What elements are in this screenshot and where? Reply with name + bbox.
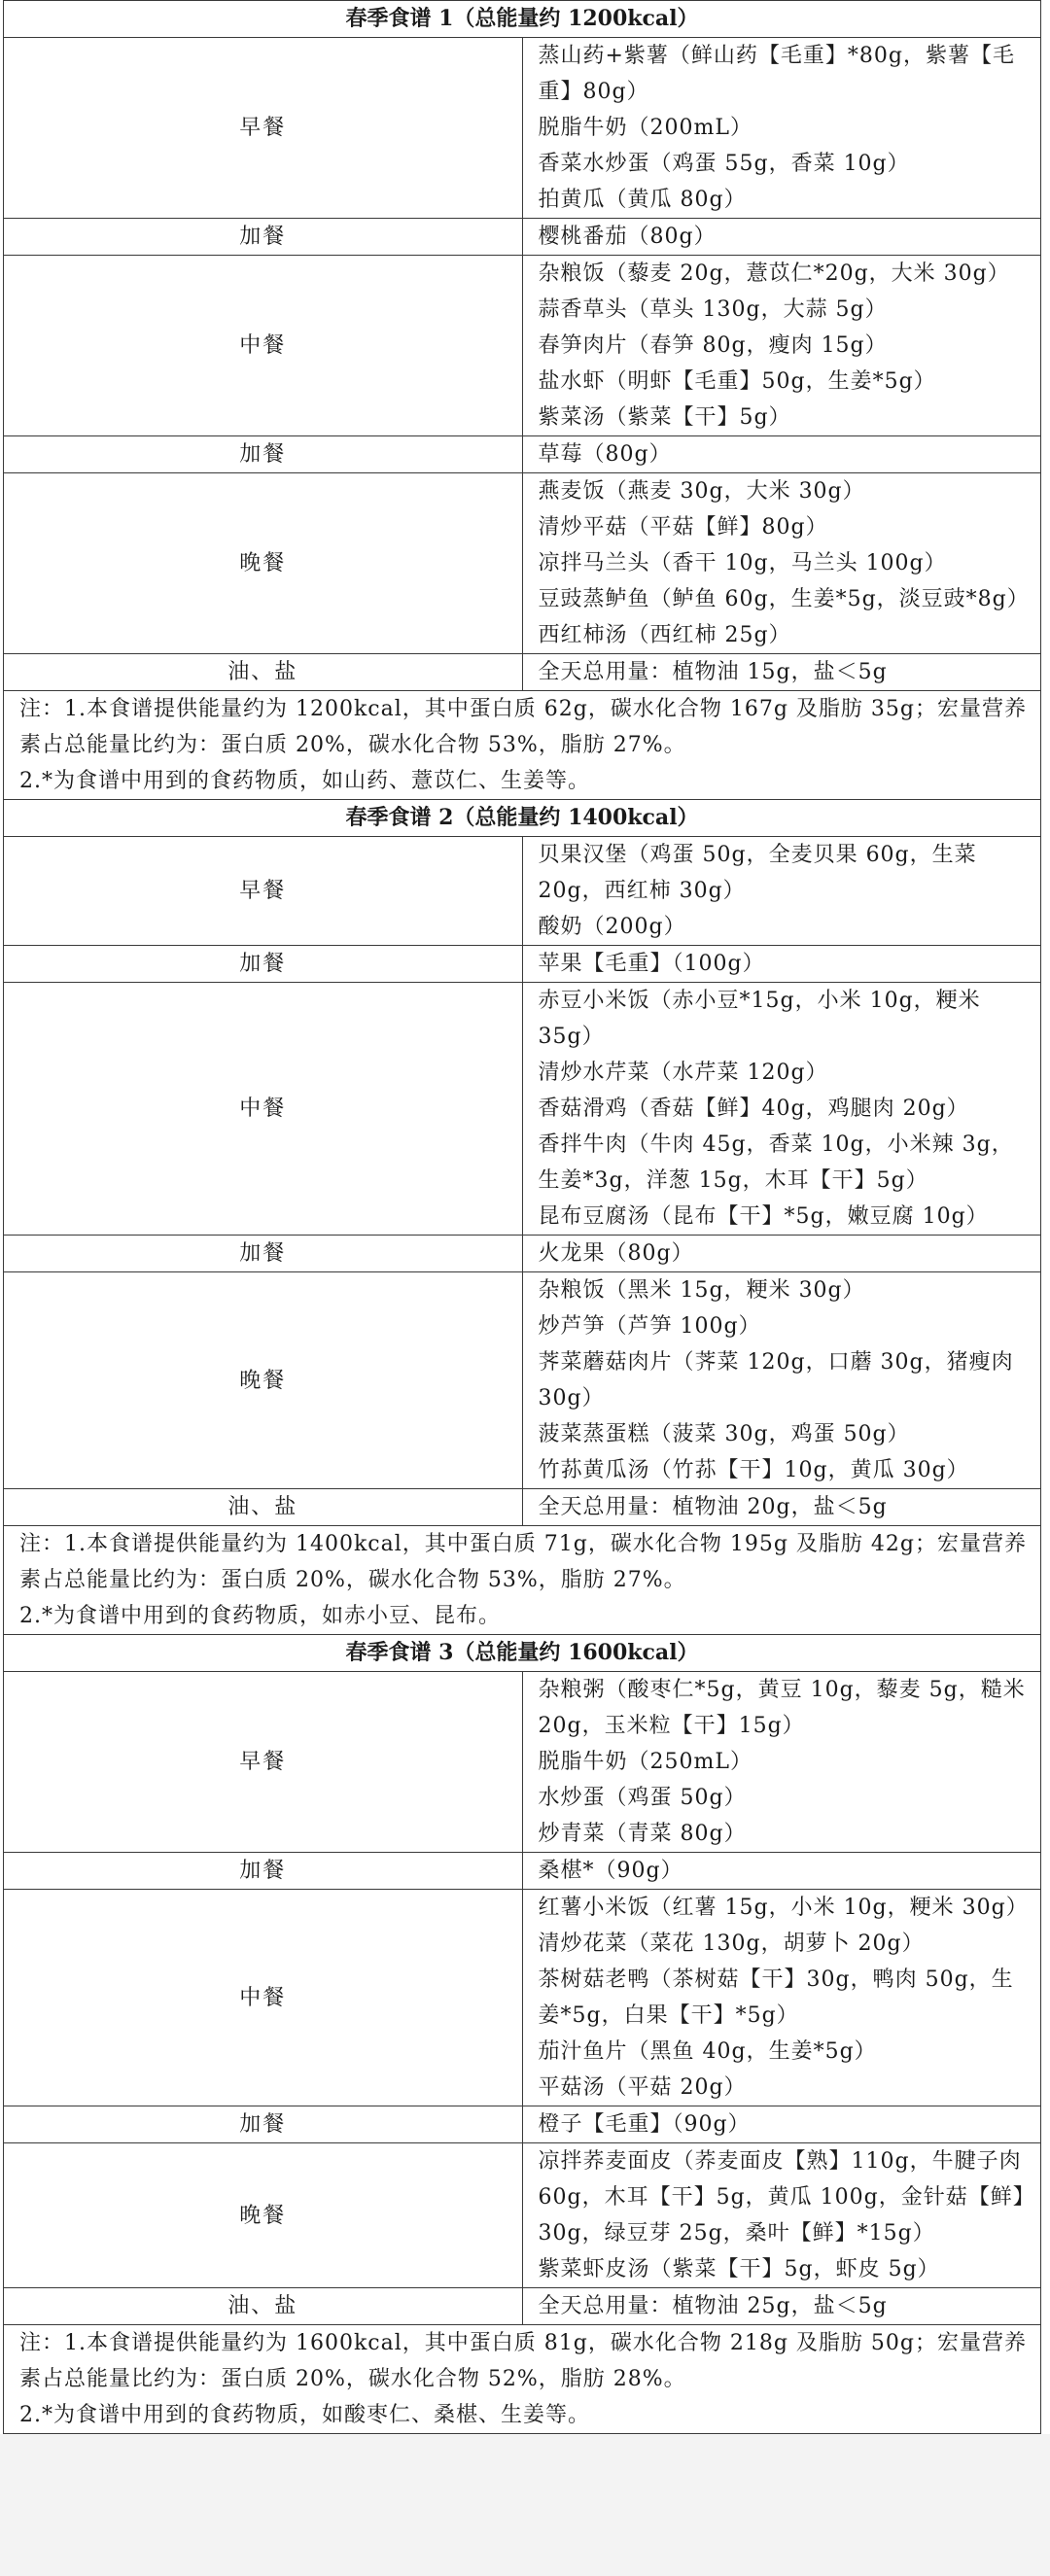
food-item: 香菇滑鸡（香菇【鲜】40g，鸡腿肉 20g） [538,1097,969,1121]
food-item: 赤豆小米饭（赤小豆*15g，小米 10g，粳米 35g） [538,989,981,1049]
meal-row [4,256,1041,436]
food-item: 豆豉蒸鲈鱼（鲈鱼 60g，生姜*5g，淡豆豉*8g） [538,587,1030,611]
note-line: 2.*为食谱中用到的食药物质，如酸枣仁、桑椹、生姜等。 [19,2403,590,2427]
food-item: 香菜水炒蛋（鸡蛋 55g，香菜 10g） [538,152,910,176]
food-item: 贝果汉堡（鸡蛋 50g，全麦贝果 60g，生菜 20g，西红柿 30g） [538,843,977,903]
food-item: 樱桃番茄（80g） [538,225,717,249]
food-item: 橙子【毛重】（90g） [538,2112,751,2137]
food-item: 酸奶（200g） [538,915,686,939]
recipe-table-body [4,1,1041,2434]
meal-label: 晚餐 [4,1272,523,1489]
menu-title: 春季食谱 3（总能量约 1600kcal） [4,1635,1041,1672]
food-item: 杂粮饭（藜麦 20g，薏苡仁*20g，大米 30g） [538,261,1010,286]
meal-row [4,1272,1041,1489]
menu-notes [4,691,1041,800]
food-item: 草莓（80g） [538,442,672,467]
food-item: 炒青菜（青菜 80g） [538,1822,747,1846]
menu-title: 春季食谱 2（总能量约 1400kcal） [4,800,1041,837]
meal-row [4,1489,1041,1526]
meal-items [522,1672,1041,1853]
food-item: 平菇汤（平菇 20g） [538,2075,747,2100]
food-item: 杂粮粥（酸枣仁*5g，黄豆 10g，藜麦 5g，糙米 20g，玉米粒【干】15g） [538,1678,1026,1738]
meal-row [4,38,1041,219]
note-line: 2.*为食谱中用到的食药物质，如赤小豆、昆布。 [19,1604,501,1628]
meal-items [522,219,1041,256]
meal-label: 中餐 [4,983,523,1236]
meal-items [522,837,1041,946]
bottom-blank-area [0,2434,1050,2576]
food-item: 水炒蛋（鸡蛋 50g） [538,1786,747,1810]
meal-label: 加餐 [4,1853,523,1890]
meal-items [522,1890,1041,2106]
meal-label: 加餐 [4,2106,523,2143]
meal-items [522,2143,1041,2288]
food-item: 茄汁鱼片（黑鱼 40g，生姜*5g） [538,2039,877,2064]
meal-row [4,473,1041,654]
meal-label: 油、盐 [4,654,523,691]
menu-notes [4,2325,1041,2434]
food-item: 昆布豆腐汤（昆布【干】*5g，嫩豆腐 10g） [538,1204,989,1229]
meal-row [4,2288,1041,2325]
food-item: 火龙果（80g） [538,1241,694,1266]
meal-row [4,1236,1041,1272]
food-item: 紫菜虾皮汤（紫菜【干】5g，虾皮 5g） [538,2257,940,2281]
meal-items [522,2106,1041,2143]
food-item: 脱脂牛奶（200mL） [538,116,752,140]
food-item: 竹荪黄瓜汤（竹荪【干】10g，黄瓜 30g） [538,1458,969,1482]
meal-items [522,436,1041,473]
meal-label: 加餐 [4,219,523,256]
note-line: 2.*为食谱中用到的食药物质，如山药、薏苡仁、生姜等。 [19,769,590,793]
meal-label: 加餐 [4,946,523,983]
food-item: 全天总用量：植物油 20g，盐＜5g [538,1495,888,1519]
food-item: 凉拌荞麦面皮（荞麦面皮【熟】110g，牛腱子肉 60g，木耳【干】5g，黄瓜 100g，金针菇【鲜】30g，绿豆芽 25g，桑叶【鲜】*15g） [538,2149,1025,2245]
menu-notes [4,1526,1041,1635]
food-item: 全天总用量：植物油 25g，盐＜5g [538,2294,888,2318]
food-item: 红薯小米饭（红薯 15g，小米 10g，粳米 30g） [538,1896,1029,1920]
food-item: 杂粮饭（黑米 15g，粳米 30g） [538,1278,865,1303]
meal-label: 早餐 [4,38,523,219]
food-item: 拍黄瓜（黄瓜 80g） [538,188,747,212]
menu-title: 春季食谱 1（总能量约 1200kcal） [4,1,1041,38]
meal-row [4,2106,1041,2143]
meal-label: 加餐 [4,436,523,473]
food-item: 紫菜汤（紫菜【干】5g） [538,405,791,430]
meal-row [4,2143,1041,2288]
meal-label: 早餐 [4,1672,523,1853]
food-item: 盐水虾（明虾【毛重】50g，生姜*5g） [538,369,936,394]
meal-row [4,983,1041,1236]
meal-row [4,219,1041,256]
food-item: 清炒花菜（菜花 130g，胡萝卜 20g） [538,1932,925,1956]
meal-items [522,1853,1041,1890]
recipe-table [3,0,1041,2434]
meal-items [522,256,1041,436]
food-item: 燕麦饭（燕麦 30g，大米 30g） [538,479,865,504]
meal-row [4,946,1041,983]
meal-label: 加餐 [4,1236,523,1272]
food-item: 春笋肉片（春笋 80g，瘦肉 15g） [538,333,888,358]
meal-items [522,1272,1041,1489]
food-item: 荠菜蘑菇肉片（荠菜 120g，口蘑 30g，猪瘦肉 30g） [538,1350,1014,1410]
food-item: 茶树菇老鸭（茶树菇【干】30g，鸭肉 50g，生姜*5g，白果【干】*5g） [538,1967,1014,2028]
food-item: 全天总用量：植物油 15g，盐＜5g [538,660,888,684]
meal-label: 晚餐 [4,2143,523,2288]
food-item: 蒸山药+紫薯（鲜山药【毛重】*80g，紫薯【毛重】80g） [538,44,1016,104]
note-line: 注：1.本食谱提供能量约为 1400kcal，其中蛋白质 71g，碳水化合物 195g 及脂肪 42g；宏量营养素占总能量比约为：蛋白质 20%，碳水化合物 53%，脂肪 27%。 [19,1532,1027,1592]
meal-label: 油、盐 [4,2288,523,2325]
note-line: 注：1.本食谱提供能量约为 1600kcal，其中蛋白质 81g，碳水化合物 218g 及脂肪 50g；宏量营养素占总能量比约为：蛋白质 20%，碳水化合物 52%，脂肪 28%。 [19,2331,1027,2391]
meal-items [522,2288,1041,2325]
meal-row [4,1890,1041,2106]
meal-label: 中餐 [4,1890,523,2106]
meal-items [522,946,1041,983]
meal-label: 油、盐 [4,1489,523,1526]
meal-items [522,983,1041,1236]
meal-label: 中餐 [4,256,523,436]
meal-items [522,1236,1041,1272]
meal-row [4,1672,1041,1853]
meal-items [522,654,1041,691]
food-item: 菠菜蒸蛋糕（菠菜 30g，鸡蛋 50g） [538,1422,910,1446]
food-item: 清炒水芹菜（水芹菜 120g） [538,1061,828,1085]
meal-row [4,1853,1041,1890]
meal-label: 早餐 [4,837,523,946]
food-item: 苹果【毛重】（100g） [538,952,765,976]
meal-items [522,1489,1041,1526]
food-item: 炒芦笋（芦笋 100g） [538,1314,761,1339]
food-item: 蒜香草头（草头 130g，大蒜 5g） [538,297,888,322]
food-item: 清炒平菇（平菇【鲜】80g） [538,515,828,540]
meal-row [4,654,1041,691]
meal-row [4,837,1041,946]
food-item: 西红柿汤（西红柿 25g） [538,623,791,647]
meal-items [522,473,1041,654]
meal-label: 晚餐 [4,473,523,654]
food-item: 凉拌马兰头（香干 10g，马兰头 100g） [538,551,947,575]
meal-row [4,436,1041,473]
food-item: 脱脂牛奶（250mL） [538,1750,752,1774]
meal-items [522,38,1041,219]
note-line: 注：1.本食谱提供能量约为 1200kcal，其中蛋白质 62g，碳水化合物 167g 及脂肪 35g；宏量营养素占总能量比约为：蛋白质 20%，碳水化合物 53%，脂肪 27%。 [19,697,1027,757]
food-item: 桑椹*（90g） [538,1859,683,1883]
food-item: 香拌牛肉（牛肉 45g，香菜 10g，小米辣 3g，生姜*3g，洋葱 15g，木耳【干】5g） [538,1132,1014,1193]
